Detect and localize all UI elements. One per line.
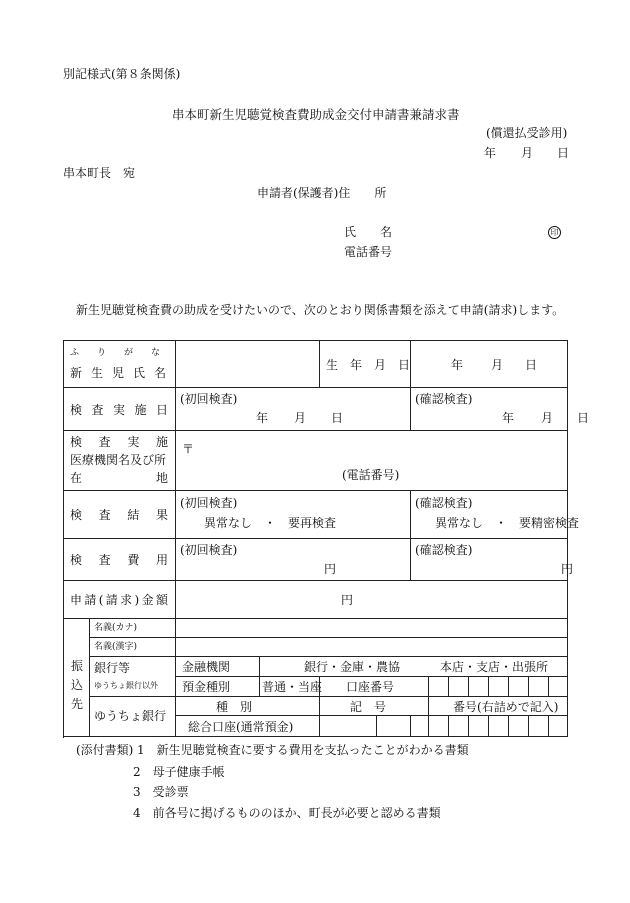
newborn-name-label: 新生児氏名 xyxy=(70,366,176,380)
fin-inst-input[interactable] xyxy=(260,657,568,677)
date-month: 月 xyxy=(521,146,534,160)
yucho-number-digit-5[interactable] xyxy=(509,716,529,737)
seal-mark xyxy=(548,225,561,239)
account-digit-2[interactable] xyxy=(449,677,469,697)
name-kana-label: 名義(カナ) xyxy=(94,623,138,633)
institution-label-2: 医療機関名及び所 xyxy=(70,453,167,467)
amount-yen: 円 xyxy=(341,593,354,607)
postal-mark: 〒 xyxy=(182,442,195,456)
yucho-number-digit-6[interactable] xyxy=(529,716,549,737)
yucho-number-digit-7[interactable] xyxy=(549,716,568,737)
account-digit-1[interactable] xyxy=(429,677,449,697)
intro-text: 新生児聴覚検査費の助成を受けたいので、次のとおり関係書類を添えて申請(請求)します。 xyxy=(76,303,565,317)
name-kanji-input[interactable] xyxy=(176,638,568,657)
name-kanji-label-cell xyxy=(90,638,176,657)
deposit-type-options: 普通・当座 xyxy=(262,680,323,694)
institution-label-1: 検査実施 xyxy=(70,435,168,449)
amount-input[interactable] xyxy=(176,581,568,619)
first-exam-tag: (初回検査) xyxy=(180,392,238,406)
yucho-symbol-digit-3[interactable] xyxy=(411,716,429,737)
confirm-cost-input[interactable] xyxy=(411,539,574,581)
furigana-label: ふりがな xyxy=(70,348,179,358)
application-table xyxy=(63,340,590,737)
birth-year: 年 xyxy=(451,358,464,372)
name-kana-input[interactable] xyxy=(176,619,568,638)
birthdate-label-cell xyxy=(320,341,411,388)
yucho-number-digit-2[interactable] xyxy=(449,716,469,737)
date-day: 日 xyxy=(557,146,570,160)
first-result-cell[interactable] xyxy=(176,491,411,539)
attachment-item-1: 1 新生児聴覚検査に要する費用を支払ったことがわかる書類 xyxy=(137,743,469,757)
bank-etc-label: 銀行等 xyxy=(94,661,131,675)
yucho-number-digit-3[interactable] xyxy=(469,716,489,737)
confirm-result-cell[interactable] xyxy=(411,491,580,539)
attachments-heading: (添付書類) xyxy=(76,743,134,757)
confirm-cost-tag: (確認検査) xyxy=(415,543,473,557)
yucho-symbol-label: 記 号 xyxy=(350,700,387,714)
first-exam-month: 月 xyxy=(294,411,307,425)
deposit-type-input[interactable] xyxy=(260,677,323,697)
newborn-name-label-cell xyxy=(64,341,179,388)
general-account-cell xyxy=(176,716,320,737)
institution-phone-label: (電話番号) xyxy=(342,468,400,482)
account-digit-3[interactable] xyxy=(469,677,489,697)
exam-date-label-cell xyxy=(64,388,176,431)
birth-day: 日 xyxy=(525,358,538,372)
result-label-cell xyxy=(64,491,176,539)
first-exam-year: 年 xyxy=(256,411,269,425)
bank-etc-sublabel: ゆうちょ銀行以外 xyxy=(94,681,158,690)
institution-label-cell xyxy=(64,431,176,491)
first-cost-yen: 円 xyxy=(324,562,337,576)
yucho-number-label: 番号(右詰めで記入) xyxy=(453,700,559,714)
general-account-label: 総合口座(通常預金) xyxy=(188,720,294,734)
confirm-exam-month: 月 xyxy=(541,411,554,425)
exam-date-label: 検査実施日 xyxy=(70,403,168,417)
institution-label-3: 在地 xyxy=(70,471,168,485)
first-cost-input[interactable] xyxy=(176,539,411,581)
account-digit-5[interactable] xyxy=(509,677,529,697)
yucho-symbol-label-cell xyxy=(320,697,429,716)
deposit-type-label: 預金種別 xyxy=(182,680,231,694)
account-digit-6[interactable] xyxy=(529,677,549,697)
first-result-tag: (初回検査) xyxy=(180,496,238,510)
seal-icon: 印 xyxy=(548,226,561,239)
name-kanji-label: 名義(漢字) xyxy=(94,642,138,652)
yucho-number-label-cell xyxy=(429,697,568,716)
result-label: 検査結果 xyxy=(70,508,168,522)
newborn-name-input[interactable] xyxy=(176,341,320,388)
cost-label: 検査費用 xyxy=(70,553,168,567)
form-title: 串本町新生児聴覚検査費助成金交付申請書兼請求書 xyxy=(172,107,460,122)
branch-types: 本店・支店・出張所 xyxy=(440,660,549,674)
yucho-number-digit-4[interactable] xyxy=(489,716,509,737)
confirm-result-options: 異常なし ・ 要精密検査 xyxy=(435,516,580,530)
attachment-item-2: 2 母子健康手帳 xyxy=(133,765,225,779)
amount-label-cell xyxy=(64,581,176,619)
fin-inst-label-cell xyxy=(176,657,260,677)
yucho-number-digit-1[interactable] xyxy=(429,716,449,737)
first-cost-tag: (初回検査) xyxy=(180,543,238,557)
transfer-label: 振込先 xyxy=(70,659,83,711)
form-subtitle: (償還払受診用) xyxy=(486,126,568,140)
first-exam-day: 日 xyxy=(331,411,344,425)
attachment-item-3: 3 受診票 xyxy=(133,785,189,799)
account-digit-4[interactable] xyxy=(489,677,509,697)
amount-label: 申請(請求)金額 xyxy=(70,593,168,607)
form-reference: 別記様式(第８条関係) xyxy=(63,67,181,81)
account-digit-7[interactable] xyxy=(549,677,568,697)
yucho-kind-label: 種 別 xyxy=(216,700,253,714)
applicant-name-label: 氏 名 xyxy=(344,225,393,239)
first-result-options: 異常なし ・ 要再検査 xyxy=(204,516,337,530)
birthdate-label: 生 年 月 日 xyxy=(326,358,411,372)
yucho-kind-label-cell xyxy=(176,697,320,716)
account-no-label-cell xyxy=(320,677,429,697)
applicant-address-label: 申請者(保護者)住 所 xyxy=(257,186,387,200)
addressee: 串本町長 宛 xyxy=(63,166,136,180)
fin-inst-types: 銀行・金庫・農協 xyxy=(304,660,401,674)
phone-label: 電話番号 xyxy=(344,245,393,259)
confirm-cost-yen: 円 xyxy=(561,562,574,576)
institution-input[interactable] xyxy=(176,431,568,491)
birthdate-input[interactable] xyxy=(411,341,568,388)
confirm-exam-day: 日 xyxy=(577,411,590,425)
account-no-label: 口座番号 xyxy=(346,680,395,694)
deposit-type-label-cell xyxy=(176,677,260,697)
attachment-item-4: 4 前各号に掲げるもののほか、町長が必要と認める書類 xyxy=(133,806,441,820)
confirm-result-tag: (確認検査) xyxy=(415,496,473,510)
transfer-label-cell xyxy=(64,619,90,737)
yucho-symbol-digit-1[interactable] xyxy=(320,716,377,737)
yucho-label-cell xyxy=(90,697,176,737)
bank-etc-label-cell xyxy=(90,657,176,697)
birth-month: 月 xyxy=(491,358,504,372)
date-year: 年 xyxy=(484,146,497,160)
confirm-exam-tag: (確認検査) xyxy=(415,392,473,406)
first-exam-date-input[interactable] xyxy=(176,388,411,431)
cost-label-cell xyxy=(64,539,176,581)
fin-inst-label: 金融機関 xyxy=(182,660,231,674)
yucho-symbol-digit-2[interactable] xyxy=(377,716,411,737)
yucho-label: ゆうちょ銀行 xyxy=(94,709,167,723)
name-kana-label-cell xyxy=(90,619,176,638)
confirm-exam-date-input[interactable] xyxy=(411,388,590,431)
confirm-exam-year: 年 xyxy=(502,411,515,425)
